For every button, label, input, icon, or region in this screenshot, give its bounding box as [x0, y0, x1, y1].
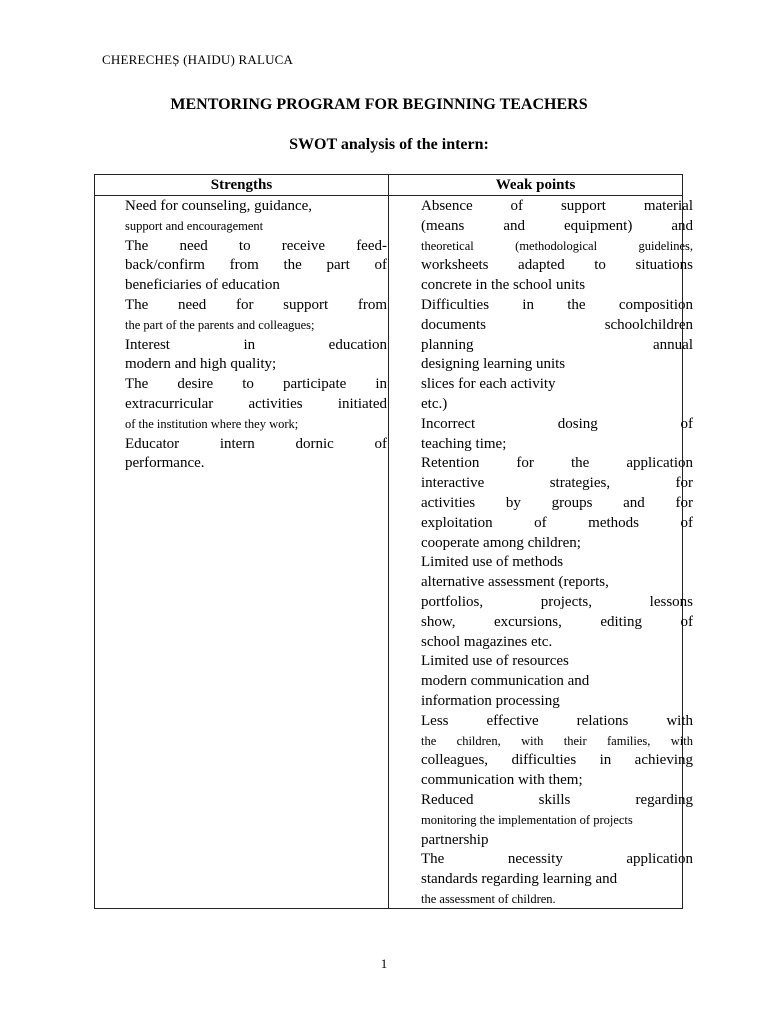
item-line: concrete in the school units — [421, 277, 586, 294]
weak-points-heading: Weak points — [495, 177, 576, 193]
item-line: Educator intern dornic of — [125, 435, 387, 452]
weak-point-item — [421, 197, 693, 296]
item-line: portfolios, projects, lessons — [421, 593, 693, 610]
item-line: Reduced skills regarding — [421, 791, 693, 808]
item-line: support and encouragement — [125, 218, 264, 233]
weak-point-item — [421, 454, 693, 553]
item-line: the part of the parents and colleagues; — [125, 317, 315, 332]
item-line: planning annual — [421, 336, 693, 353]
item-line: designing learning units — [421, 356, 566, 373]
weak-point-item — [421, 415, 693, 455]
page-number: 1 — [380, 956, 388, 971]
item-line: performance. — [125, 455, 205, 472]
item-line: theoretical (methodological guidelines, — [421, 238, 693, 253]
item-line: partnership — [421, 831, 489, 848]
strength-item — [125, 435, 387, 475]
item-line: communication with them; — [421, 772, 583, 789]
item-line: Limited use of methods — [421, 554, 564, 571]
item-line: Difficulties in the composition — [421, 296, 693, 313]
item-line: The desire to participate in — [125, 376, 387, 393]
item-line: information processing — [421, 692, 560, 709]
item-line: slices for each activity — [421, 376, 556, 393]
strength-item — [125, 296, 387, 336]
item-line: documents schoolchildren — [421, 316, 693, 333]
item-line: school magazines etc. — [421, 633, 553, 650]
item-line: interactive strategies, for — [421, 475, 693, 492]
item-line: back/confirm from the part of — [125, 257, 387, 274]
item-line: Absence of support material — [421, 198, 693, 214]
item-line: teaching time; — [421, 435, 507, 452]
item-line: The necessity application — [421, 851, 693, 868]
weak-points-column — [421, 197, 693, 910]
strength-item — [125, 197, 387, 237]
item-line: Retention for the application — [421, 455, 693, 472]
item-line: worksheets adapted to situations — [421, 257, 693, 274]
item-line: The need to receive feed- — [125, 237, 387, 254]
page-title: MENTORING PROGRAM FOR BEGINNING TEACHERS — [170, 96, 588, 113]
item-line: modern communication and — [421, 673, 590, 690]
weak-point-item — [421, 791, 693, 850]
item-line: The need for support from — [125, 296, 387, 313]
item-line: Less effective relations with — [421, 712, 693, 729]
item-line: show, excursions, editing of — [421, 613, 693, 630]
section-subtitle: SWOT analysis of the intern: — [289, 136, 489, 153]
strength-item — [125, 237, 387, 296]
strengths-heading: Strengths — [210, 177, 273, 193]
item-line: Need for counseling, guidance, — [125, 198, 313, 214]
strength-item — [125, 336, 387, 376]
item-line: Interest in education — [125, 336, 387, 353]
item-line: the assessment of children. — [421, 891, 556, 906]
item-line: (means and equipment) and — [421, 217, 693, 234]
item-line: colleagues, difficulties in achieving — [421, 752, 693, 769]
item-line: of the institution where they work; — [125, 416, 299, 431]
item-line: beneficiaries of education — [125, 277, 280, 294]
item-line: modern and high quality; — [125, 356, 277, 373]
item-line: alternative assessment (reports, — [421, 574, 609, 591]
header-rule — [95, 195, 682, 196]
weak-point-item — [421, 553, 693, 791]
column-divider — [388, 175, 389, 908]
item-line: activities by groups and for — [421, 494, 693, 511]
item-line: monitoring the implementation of projects — [421, 812, 633, 827]
strengths-column — [125, 197, 387, 474]
item-line: extracurricular activities initiated — [125, 395, 387, 412]
weak-point-item — [421, 296, 693, 415]
weak-point-item — [421, 850, 693, 909]
item-line: Incorrect dosing of — [421, 415, 693, 432]
item-line: the children, with their families, with — [421, 733, 693, 748]
swot-table — [94, 174, 693, 909]
item-line: cooperate among children; — [421, 534, 581, 551]
strength-item — [125, 375, 387, 434]
item-line: Limited use of resources — [421, 653, 569, 670]
item-line: etc.) — [421, 395, 448, 412]
item-line: standards regarding learning and — [421, 871, 618, 888]
author-line: CHERECHEȘ (HAIDU) RALUCA — [102, 52, 294, 67]
item-line: exploitation of methods of — [421, 514, 693, 531]
